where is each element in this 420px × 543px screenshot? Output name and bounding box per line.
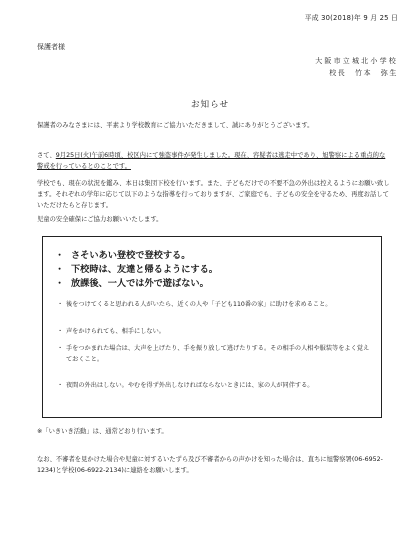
- document-title: お知らせ: [190, 100, 230, 110]
- incident-underlined: 9月25日(火)午前6時頃、校区内にて強盗事件が発生しました。現在、容疑者は逃走中であり、旭警察による重点的な警戒を行っているとのことです。: [37, 152, 386, 170]
- incident-paragraph: [37, 150, 391, 172]
- sender-principal: 校長 竹本 弥生: [329, 69, 398, 77]
- recipient: 保護者様: [37, 43, 65, 51]
- incident-prefix: さて、: [37, 152, 56, 159]
- sender-school: 大阪市立城北小学校: [315, 57, 398, 65]
- sub-point: ・ 手をつかまれた場合は、大声を上げたり、手を振り放して逃げたりする。その相手の人相や服装等をよく覚えておくこと。: [57, 345, 370, 363]
- closing-paragraph: なお、不審者を見かけた場合や児童に対するいたずら及び不審者からの声かけを知った場合は、直ちに旭警察署(06-6952-1234)と学校(06-6922-2134)に連絡をお願いします。: [37, 456, 383, 474]
- issue-date: 平成 30(2018)年 9 月 25 日: [304, 14, 398, 22]
- sub-point: ・ 夜間の外出はしない。やむを得ず外出しなければならないときには、家の人が同伴する。: [57, 382, 314, 389]
- main-point: ・ 放課後、一人では外で遊ばない。: [55, 278, 209, 289]
- greeting-paragraph: 保護者のみなさまには、平素より学校教育にご協力いただきまして、誠にありがとうございます。: [37, 122, 314, 129]
- main-point: ・ 下校時は、友達と帰るようにする。: [55, 264, 218, 275]
- safety-guidance-box: [42, 236, 382, 418]
- school-measures-paragraph: 学校でも、現在の状況を鑑み、本日は集団下校を行います。また、子どもだけでの不要不急の外出は控えるようにお願い致します。それぞれの学年に応じて以下のような指導を行っておりますが、ご家庭でも、子どもの安全を守るため、再度お話していただけたらと存じます。: [37, 180, 390, 209]
- sub-point: ・ 声をかけられても、相手にしない。: [57, 328, 165, 335]
- cooperation-paragraph: 児童の安全確保にご協力お願いいたします。: [37, 216, 163, 223]
- sub-point: ・ 後をつけてくると思われる人がいたら、近くの人や「子ども110番の家」に助けを求めること。: [57, 301, 332, 308]
- activity-note: ※「いきいき活動」は、通常どおり行います。: [37, 428, 168, 435]
- main-point: ・ さそいあい登校で登校する。: [55, 250, 191, 261]
